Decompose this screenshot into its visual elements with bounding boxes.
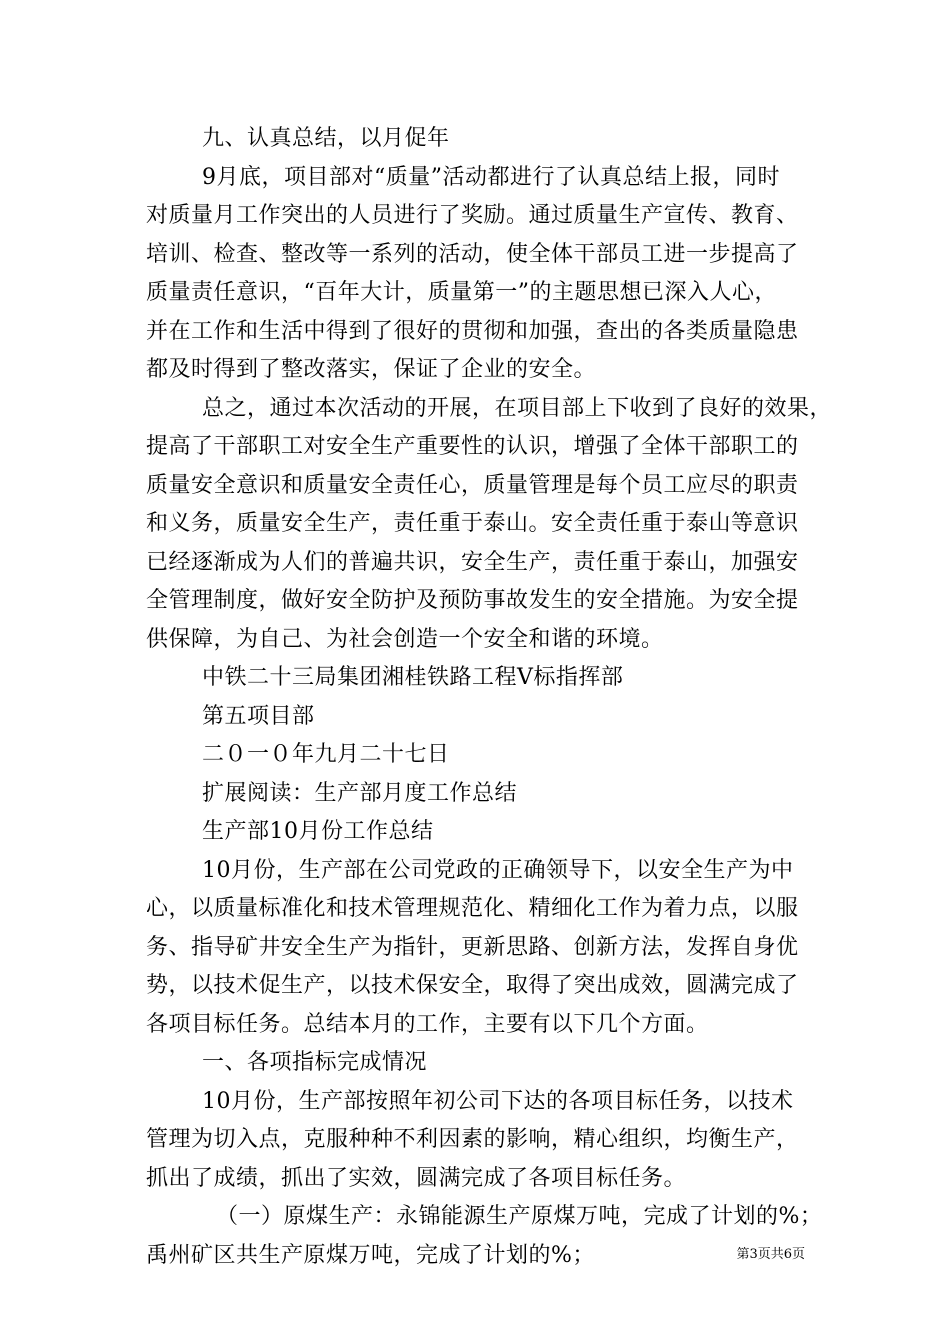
paragraph-line: 10月份，生产部在公司党政的正确领导下，以安全生产为中 (202, 857, 794, 883)
report-title: 生产部10月份工作总结 (202, 819, 434, 844)
paragraph-line: 10月份，生产部按照年初公司下达的各项目标任务，以技术 (202, 1088, 794, 1114)
paragraph-line: 管理为切入点，克服种种不利因素的影响，精心组织，均衡生产， (146, 1127, 799, 1152)
paragraph-line: 供保障，为自己、为社会创造一个安全和谐的环境。 (146, 626, 664, 652)
section-heading-summary: 九、认真总结，以月促年 (202, 126, 450, 151)
subsection-coal-production: （一）原煤生产：永锦能源生产原煤万吨，完成了计划的%； (216, 1204, 823, 1229)
paragraph-line: 对质量月工作突出的人员进行了奖励。通过质量生产宣传、教育、 (146, 203, 799, 228)
extended-reading-heading: 扩展阅读：生产部月度工作总结 (202, 780, 518, 806)
paragraph-line: 提高了干部职工对安全生产重要性的认识，增强了全体干部职工的 (146, 434, 799, 459)
paragraph-line: 都及时得到了整改落实，保证了企业的安全。 (146, 357, 597, 382)
signature-date: 二０一０年九月二十七日 (202, 742, 450, 767)
paragraph-line: 质量安全意识和质量安全责任心，质量管理是每个员工应尽的职责 (146, 472, 799, 498)
signature-department: 第五项目部 (202, 703, 315, 729)
document-body (146, 120, 833, 1275)
paragraph-line: 各项目标任务。总结本月的工作，主要有以下几个方面。 (146, 1011, 709, 1037)
paragraph-line: 总之，通过本次活动的开展，在项目部上下收到了良好的效果， (202, 395, 833, 421)
signature-organization: 中铁二十三局集团湘桂铁路工程Ⅴ标指挥部 (202, 665, 624, 690)
paragraph-line: 质量责任意识，“百年大计，质量第一”的主题思想已深入人心， (146, 280, 777, 305)
paragraph-line: 9月底，项目部对“质量”活动都进行了认真总结上报，同时 (202, 164, 780, 190)
paragraph-line: 和义务，质量安全生产，责任重于泰山。安全责任重于泰山等意识 (146, 511, 799, 536)
paragraph-line: 全管理制度，做好安全防护及预防事故发生的安全措施。为安全提 (146, 588, 799, 613)
paragraph-line: 并在工作和生活中得到了很好的贯彻和加强，查出的各类质量隐患 (146, 318, 799, 344)
section-heading-indicators: 一、各项指标完成情况 (202, 1050, 428, 1075)
paragraph-line: 禹州矿区共生产原煤万吨，完成了计划的%； (146, 1242, 595, 1268)
paragraph-line: 培训、检查、整改等一系列的活动，使全体干部员工进一步提高了 (146, 241, 799, 267)
paragraph-line: 已经逐渐成为人们的普遍共识，安全生产，责任重于泰山，加强安 (146, 549, 799, 575)
paragraph-line: 势，以技术促生产，以技术保安全，取得了突出成效，圆满完成了 (146, 973, 799, 998)
paragraph-line: 心，以质量标准化和技术管理规范化、精细化工作为着力点，以服 (146, 896, 799, 921)
paragraph-line: 务、指导矿井安全生产为指针，更新思路、创新方法，发挥自身优 (146, 934, 799, 960)
page-number: 第3页共6页 (736, 1247, 805, 1262)
paragraph-line: 抓出了成绩，抓出了实效，圆满完成了各项目标任务。 (146, 1165, 687, 1191)
